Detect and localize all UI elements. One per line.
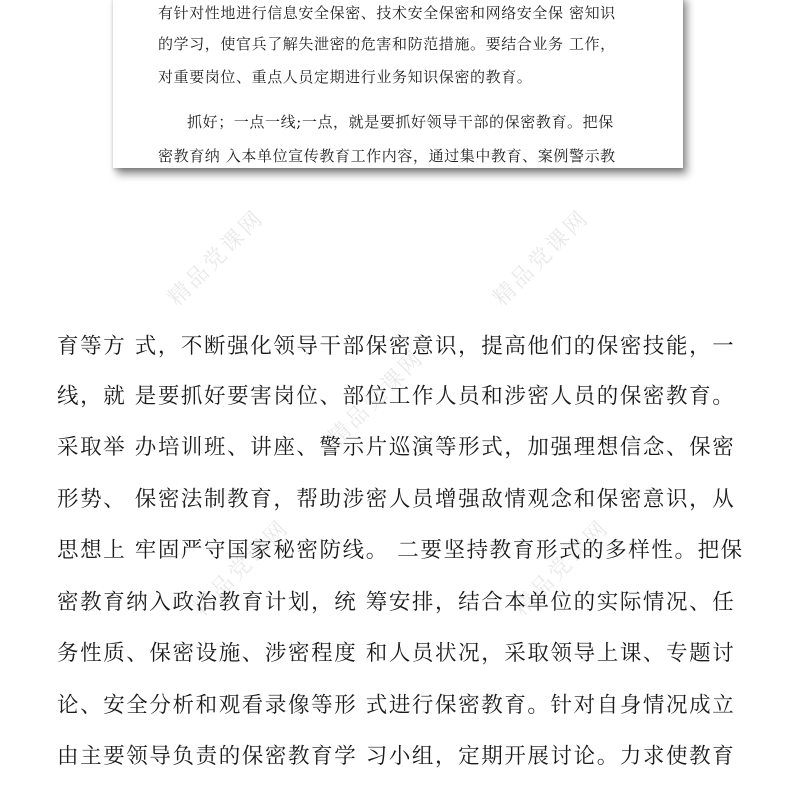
- card-line-3: 对重要岗位、重点人员定期进行业务知识保密的教育。: [158, 68, 533, 86]
- watermark-3: 精品党课网: [323, 345, 430, 452]
- watermark-1: 精品党课网: [163, 205, 270, 312]
- body-line-1: 育等方 式，不断强化领导干部保密意识，提高他们的保密技能，一: [57, 334, 736, 359]
- body-line-2: 线，就 是要抓好要害岗位、部位工作人员和涉密人员的保密教育。: [57, 384, 736, 409]
- document-excerpt-card: [113, 0, 683, 168]
- watermark-2: 精品党课网: [488, 205, 595, 312]
- body-line-4: 形势、 保密法制教育，帮助涉密人员增强敌情观念和保密意识，从: [57, 487, 736, 512]
- body-line-3: 采取举 办培训班、讲座、警示片巡演等形式，加强理想信念、保密: [57, 435, 736, 460]
- body-line-7: 务性质、保密设施、涉密程度 和人员状况，采取领导上课、专题讨: [57, 641, 736, 666]
- body-line-9: 由主要领导负责的保密教育学 习小组，定期开展讨论。力求使教育: [57, 744, 736, 769]
- body-line-6: 密教育纳入政治教育计划，统 筹安排，结合本单位的实际情况、任: [57, 590, 736, 615]
- watermark-5: 精品党课网: [508, 515, 615, 622]
- body-line-8: 论、安全分析和观看录像等形 式进行保密教育。针对自身情况成立: [57, 693, 736, 718]
- card-line-1: 有针对性地进行信息安全保密、技术安全保密和网络安全保 密知识: [158, 4, 616, 22]
- card-line-2: 的学习，使官兵了解失泄密的危害和防范措施。要结合业务 工作，: [158, 35, 616, 53]
- card-line-5: 密教育纳 入本单位宣传教育工作内容，通过集中教育、案例警示教: [158, 147, 616, 165]
- watermark-4: 精品党课网: [188, 515, 295, 622]
- card-line-4: 抓好；一点一线;一点，就是要抓好领导干部的保密教育。把保: [187, 113, 614, 131]
- body-line-5: 思想上 牢固严守国家秘密防线。 二要坚持教育形式的多样性。把保: [57, 538, 744, 563]
